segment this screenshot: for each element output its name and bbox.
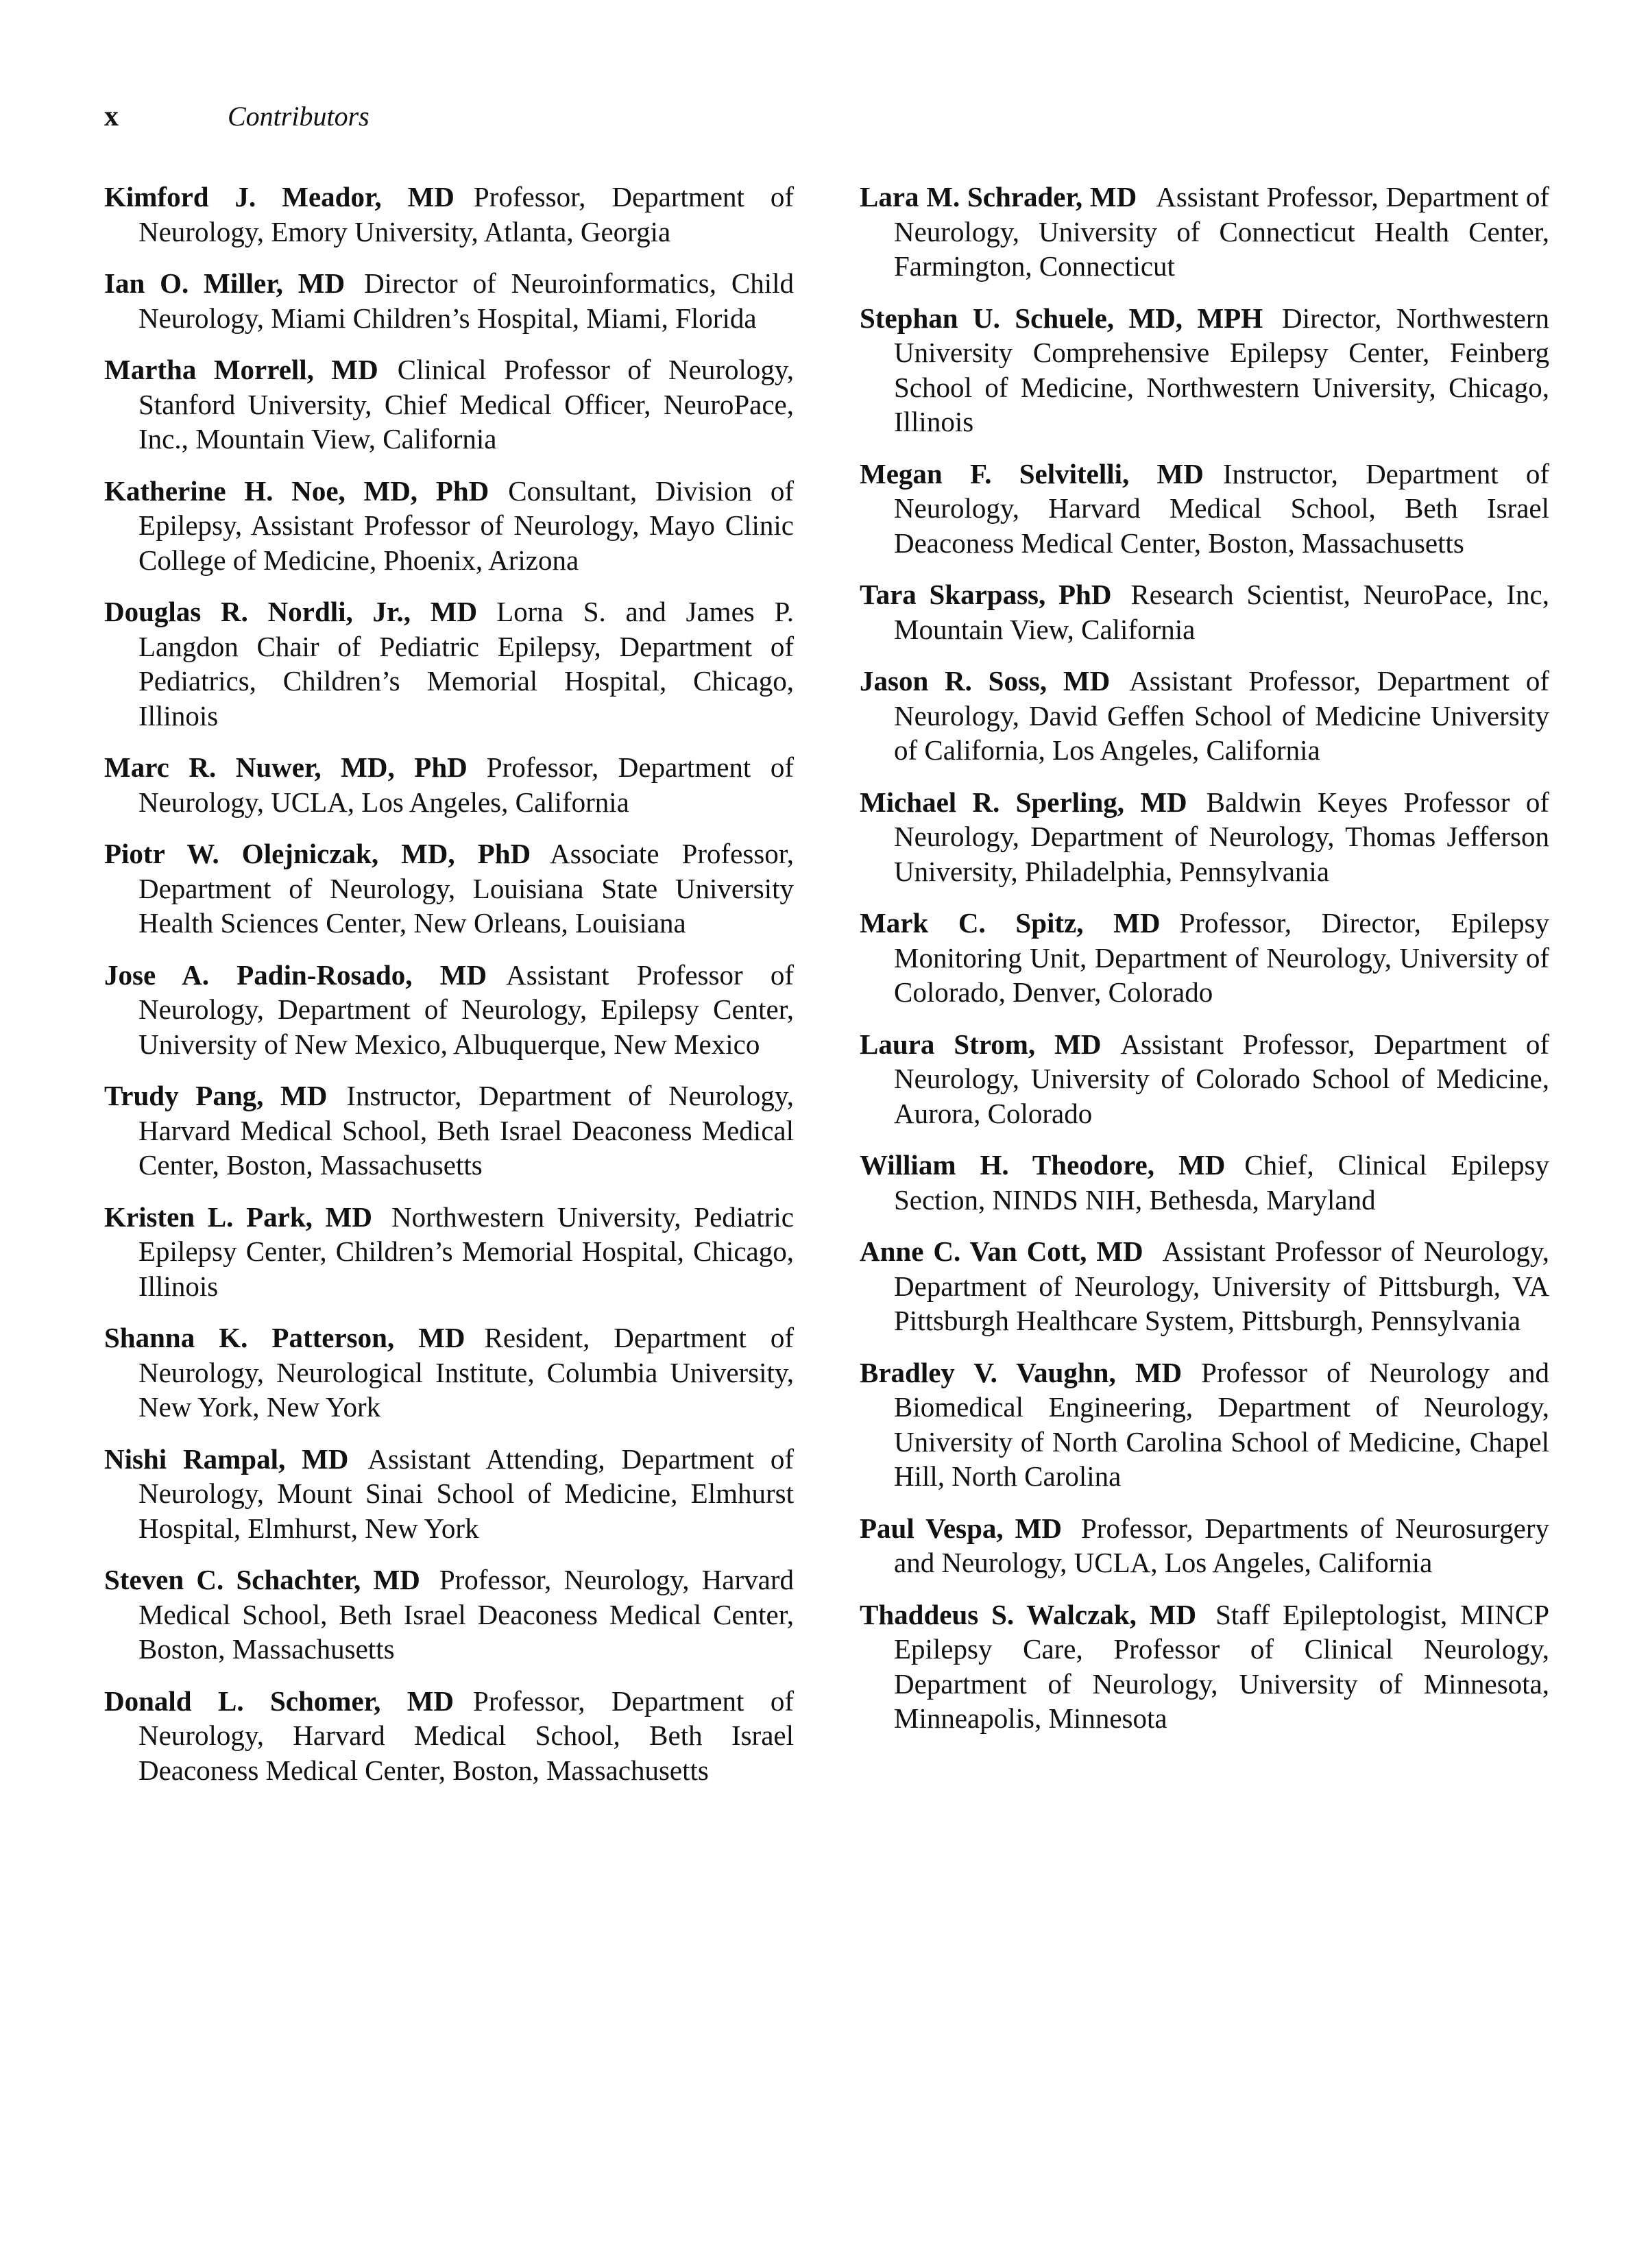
running-title: Contributors (228, 101, 369, 132)
contributor-name: Steven C. Schachter, MD (104, 1564, 420, 1595)
contributor-affiliation: Research Scientist, NeuroPace, Inc, Mountain View, California (894, 579, 1549, 645)
contributor-entry (860, 1511, 1549, 1580)
contributor-entry (104, 352, 794, 457)
contributor-name: Kristen L. Park, MD (104, 1201, 372, 1233)
contributor-affiliation: Lorna S. and James P. Langdon Chair of Pediatric Epilepsy, Department of Pediatrics, Children’s Memorial Hospital, Chicago, Illinois (138, 596, 794, 732)
contributor-entry (104, 750, 794, 819)
contributor-affiliation: Director, Northwestern University Comprehensive Epilepsy Center, Feinberg School of Medicine, Northwestern University, Chicago, Illinois (894, 302, 1550, 437)
contributor-name: Douglas R. Nordli, Jr., MD (104, 596, 478, 627)
contributor-entry (104, 474, 794, 578)
running-header (104, 96, 369, 137)
contributors-left-column (104, 180, 794, 1805)
contributor-entry (860, 1597, 1549, 1736)
contributor-name: Kimford J. Meador, MD (104, 181, 455, 213)
contributor-affiliation: Clinical Professor of Neurology, Stanford University, Chief Medical Officer, NeuroPace, Inc., Mountain View, California (138, 354, 794, 455)
contributor-name: Jason R. Soss, MD (860, 665, 1111, 697)
contributor-entry (860, 906, 1549, 1010)
contributor-entry (860, 180, 1549, 284)
contributor-entry (104, 1320, 794, 1425)
contributor-entry (104, 594, 794, 733)
contributor-affiliation: Associate Professor, Department of Neurology, Louisiana State University Health Sciences Center, New Orleans, Louisiana (138, 838, 795, 939)
contributor-affiliation: Northwestern University, Pediatric Epilepsy Center, Children’s Memorial Hospital, Chicago, Illinois (138, 1201, 794, 1302)
contributor-entry (860, 457, 1549, 561)
contributor-affiliation: Assistant Professor, Department of Neurology, University of Colorado School of Medicine, Aurora, Colorado (894, 1028, 1549, 1129)
contributor-entry (860, 301, 1549, 439)
contributor-entry (860, 1355, 1549, 1494)
page-number: x (104, 101, 119, 132)
contributor-name: Stephan U. Schuele, MD, MPH (860, 302, 1263, 334)
contributor-affiliation: Assistant Professor, Department of Neurology, University of Connecticut Health Center, Farmington, Connecticut (894, 181, 1549, 282)
contributor-affiliation: Director of Neuroinformatics, Child Neurology, Miami Children’s Hospital, Miami, Florida (138, 267, 794, 334)
contributor-name: Paul Vespa, MD (860, 1512, 1062, 1544)
contributor-entry (104, 1684, 794, 1788)
contributor-affiliation: Professor, Director, Epilepsy Monitoring Unit, Department of Neurology, University of Colorado, Denver, Colorado (894, 907, 1549, 1008)
contributor-name: William H. Theodore, MD (860, 1149, 1226, 1181)
contributor-entry (860, 1148, 1549, 1217)
contributor-entry (104, 1563, 794, 1667)
contributor-entry (104, 180, 794, 249)
contributor-name: Trudy Pang, MD (104, 1080, 328, 1111)
contributor-name: Bradley V. Vaughn, MD (860, 1356, 1183, 1388)
contributor-name: Laura Strom, MD (860, 1028, 1102, 1060)
contributor-name: Katherine H. Noe, MD, PhD (104, 474, 489, 507)
contributor-affiliation: Assistant Professor of Neurology, Department of Neurology, University of Pittsburgh, VA Pittsburgh Healthcare System, Pittsburgh, Pennsylvania (894, 1235, 1549, 1336)
contributor-affiliation: Consultant, Division of Epilepsy, Assistant Professor of Neurology, Mayo Clinic College of Medicine, Phoenix, Arizona (138, 474, 794, 576)
contributor-name: Tara Skarpass, PhD (860, 579, 1112, 610)
contributor-entry (860, 785, 1549, 889)
contributor-affiliation: Professor, Department of Neurology, UCLA, Los Angeles, California (138, 751, 794, 818)
contributor-name: Anne C. Van Cott, MD (860, 1235, 1143, 1267)
contributor-name: Lara M. Schrader, MD (860, 181, 1137, 213)
contributor-affiliation: Professor, Neurology, Harvard Medical School, Beth Israel Deaconess Medical Center, Boston, Massachusetts (138, 1564, 795, 1665)
contributor-name: Jose A. Padin-Rosado, MD (104, 958, 487, 991)
contributor-name: Martha Morrell, MD (104, 354, 378, 385)
contributor-affiliation: Resident, Department of Neurology, Neurological Institute, Columbia University, New York, New York (138, 1322, 794, 1423)
contributor-name: Michael R. Sperling, MD (860, 786, 1187, 818)
contributor-entry (860, 577, 1549, 647)
contributor-entry (860, 1027, 1549, 1131)
contributor-entry (104, 836, 794, 941)
contributor-affiliation: Professor, Departments of Neurosurgery and Neurology, UCLA, Los Angeles, California (894, 1512, 1550, 1578)
contributor-entry (104, 1200, 794, 1304)
contributor-affiliation: Professor, Department of Neurology, Harvard Medical School, Beth Israel Deaconess Medical Center, Boston, Massachusetts (138, 1685, 794, 1786)
contributor-name: Donald L. Schomer, MD (104, 1685, 455, 1717)
contributor-affiliation: Assistant Attending, Department of Neurology, Mount Sinai School of Medicine, Elmhurst Hospital, Elmhurst, New York (138, 1443, 794, 1544)
contributor-affiliation: Staff Epileptologist, MINCP Epilepsy Care, Professor of Clinical Neurology, Department of Neurology, University of Minnesota, Minneapolis, Minnesota (894, 1598, 1549, 1734)
contributor-affiliation: Assistant Professor, Department of Neurology, David Geffen School of Medicine University of California, Los Angeles, California (894, 665, 1549, 766)
contributor-affiliation: Baldwin Keyes Professor of Neurology, Department of Neurology, Thomas Jefferson University, Philadelphia, Pennsylvania (894, 786, 1549, 887)
contributor-name: Marc R. Nuwer, MD, PhD (104, 751, 468, 783)
contributor-affiliation: Assistant Professor of Neurology, Department of Neurology, Epilepsy Center, University of New Mexico, Albuquerque, New Mexico (138, 958, 794, 1060)
contributor-affiliation: Chief, Clinical Epilepsy Section, NINDS NIH, Bethesda, Maryland (894, 1149, 1549, 1216)
contributor-entry (860, 1234, 1549, 1338)
contributor-affiliation: Instructor, Department of Neurology, Harvard Medical School, Beth Israel Deaconess Medical Center, Boston, Massachusetts (138, 1080, 794, 1181)
contributor-name: Megan F. Selvitelli, MD (860, 457, 1204, 490)
contributors-right-column (860, 180, 1549, 1753)
contributor-name: Piotr W. Olejniczak, MD, PhD (104, 838, 531, 869)
contributor-entry (104, 1078, 794, 1183)
contributor-name: Shanna K. Patterson, MD (104, 1322, 465, 1353)
contributor-affiliation: Instructor, Department of Neurology, Harvard Medical School, Beth Israel Deaconess Medical Center, Boston, Massachusetts (894, 457, 1550, 559)
contributor-name: Nishi Rampal, MD (104, 1443, 349, 1475)
contributor-affiliation: Professor, Department of Neurology, Emory University, Atlanta, Georgia (138, 181, 794, 248)
contributor-entry (104, 1442, 794, 1546)
contributor-entry (860, 664, 1549, 768)
contributor-entry (104, 958, 794, 1062)
contributor-name: Ian O. Miller, MD (104, 267, 346, 299)
contributor-entry (104, 266, 794, 335)
contributor-name: Thaddeus S. Walczak, MD (860, 1598, 1197, 1630)
contributor-affiliation: Professor of Neurology and Biomedical Engineering, Department of Neurology, University of North Carolina School of Medicine, Chapel Hill, North Carolina (894, 1356, 1550, 1492)
contributor-name: Mark C. Spitz, MD (860, 907, 1161, 939)
